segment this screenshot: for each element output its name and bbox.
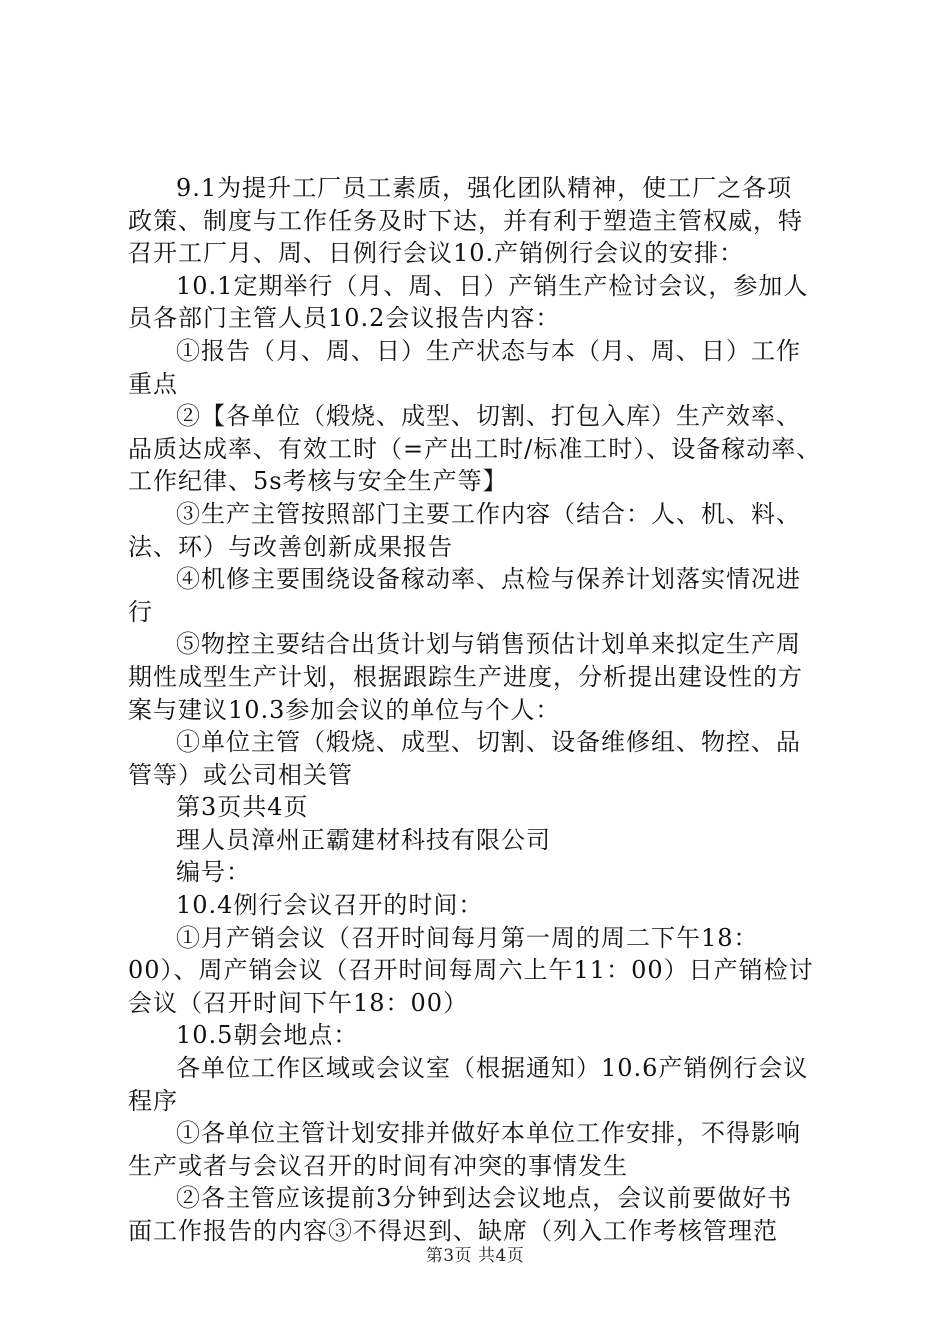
page-footer: 第3页 共4页 (425, 1246, 525, 1266)
text-line: 编号： (176, 858, 251, 887)
document-body (128, 172, 834, 1248)
text-line: 理人员漳州正霸建材科技有限公司 (176, 825, 551, 854)
text-line: 政策、制度与工作任务及时下达，并有利于塑造主管权威，特 (128, 206, 803, 235)
text-line: 面工作报告的内容③不得迟到、缺席（列入工作考核管理范 (128, 1217, 778, 1245)
text-line: 案与建议10.3参加会议的单位与个人： (128, 695, 561, 724)
text-line: ①月产销会议（召开时间每月第一周的周二下午18： (176, 923, 759, 952)
text-line: 法、环）与改善创新成果报告 (128, 532, 453, 561)
text-line: ③生产主管按照部门主要工作内容（结合：人、机、料、 (176, 499, 801, 528)
text-line: ②【各单位（煅烧、成型、切割、打包入库）生产效率、 (176, 402, 801, 431)
text-line: 工作纪律、5s考核与安全生产等】 (128, 467, 508, 496)
text-line: 会议（召开时间下午18：00） (128, 988, 469, 1017)
text-line: 品质达成率、有效工时（=产出工时/标准工时）、设备稼动率、 (128, 434, 822, 463)
text-line: 员各部门主管人员10.2会议报告内容： (128, 304, 561, 333)
text-line: ①单位主管（煅烧、成型、切割、设备维修组、物控、品 (176, 728, 801, 757)
text-line: 行 (128, 597, 153, 626)
text-line: 程序 (128, 1086, 178, 1115)
text-line: 9.1为提升工厂员工素质，强化团队精神，使工厂之各项 (176, 174, 793, 202)
text-line: ①各单位主管计划安排并做好本单位工作安排，不得影响 (176, 1119, 801, 1148)
text-line: 生产或者与会议召开的时间有冲突的事情发生 (128, 1151, 628, 1180)
text-line: 期性成型生产计划，根据跟踪生产进度，分析提出建设性的方 (128, 662, 803, 691)
text-line: 10.1定期举行（月、周、日）产销生产检讨会议，参加人 (176, 271, 809, 300)
text-line: 00）、周产销会议（召开时间每周六上午11：00）日产销检讨 (128, 956, 814, 985)
text-line: 各单位工作区域或会议室（根据通知）10.6产销例行会议 (176, 1054, 809, 1083)
text-line: 10.4例行会议召开的时间： (176, 891, 484, 920)
text-line: ④机修主要围绕设备稼动率、点检与保养计划落实情况进 (176, 565, 801, 594)
text-line: ①报告（月、周、日）生产状态与本（月、周、日）工作 (176, 336, 801, 365)
text-line: 10.5朝会地点： (176, 1021, 359, 1050)
text-line: 召开工厂月、周、日例行会议10.产销例行会议的安排： (128, 239, 745, 268)
text-line: ②各主管应该提前3分钟到达会议地点，会议前要做好书 (176, 1184, 793, 1213)
text-line: 管等）或公司相关管 (128, 760, 353, 789)
inline-page-number: 第3页共4页 (176, 793, 309, 822)
text-line: ⑤物控主要结合出货计划与销售预估计划单来拟定生产周 (176, 630, 801, 659)
text-line: 重点 (128, 369, 178, 398)
